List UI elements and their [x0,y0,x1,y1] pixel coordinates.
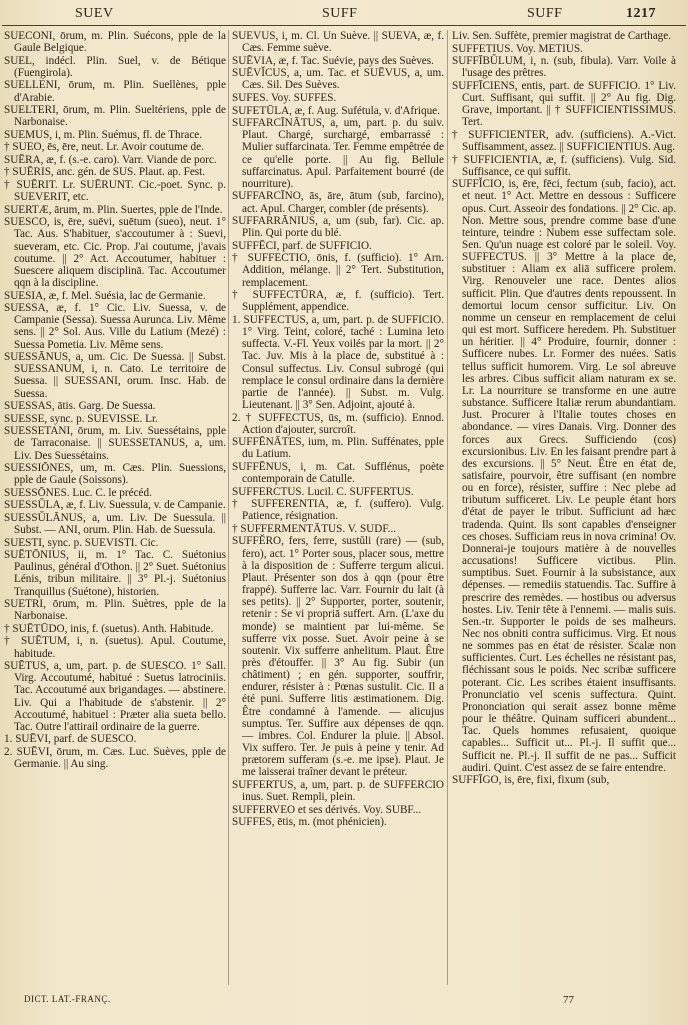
dictionary-entry: SUFETŪLA, æ, f. Aug. Sufétula, v. d'Afrique. [232,104,440,117]
dictionary-entry: SUFFERVEO et ses dérivés. Voy. SUBF... [232,803,422,816]
dictionary-entry: SUFFARRĀNIUS, a, um (sub, far). Cic. ap. Plin. Qui porte du blé. [232,215,444,240]
dictionary-entry: SUEVUS, i, m. Cl. Un Suève. || SUEVA, æ, f. Cæs. Femme suève. [232,30,444,55]
column-divider [228,30,229,985]
footer-signature: DICT. LAT.-FRANÇ. [24,994,111,1004]
dictionary-entry: SUESIA, æ, f. Mel. Suésia, lac de Germanie. [4,289,206,302]
dictionary-entry: SUFFARCĪNĀTUS, a, um, part. p. du suiv. Plaut. Chargé, surchargé, embarrassé : Mulier suffarcinata. Ter. Femme empêtrée de ce qu'elle porte. || Au fig. Bellule suffarcinatus. Apul. Parfaitement bourré (de nourriture). [232,117,444,190]
dictionary-entry: † SUFFICIENTER, adv. (sufficiens). A.-Vict. Suffisamment, assez. || SUFFICIENTIUS. Aug. [452,128,676,153]
dictionary-entry: SUELLENI, ōrum, m. Plin. Suellènes, pple d'Arabie. [4,79,226,104]
dictionary-entry: SUFFĒCI, parf. de SUFFICIO. [232,239,372,252]
dictionary-entry: † SUĒTUM, i, n. (suetus). Apul. Coutume, habitude. [4,635,226,660]
dictionary-entry: SUĒVĬCUS, a, um. Tac. et SUĒVUS, a, um. Cæs. Sil. Des Suèves. [232,67,444,92]
column-1 [4,30,226,990]
header-left-guideword: SUEV [75,6,114,21]
dictionary-entry: † SUFFECTŪRA, æ, f. (sufficio). Tert. Supplément, appendice. [232,289,444,314]
dictionary-entry: SUESTI, sync. p. SUEVISTI. Cic. [4,536,159,549]
dictionary-entry: SUFFARCĪNO, ās, āre, ātum (sub, farcino), act. Apul. Charger, combler (de présents). [232,190,444,215]
dictionary-entry: SUĒTŌNIUS, ii, m. 1° Tac. C. Suétonius Paulinus, général d'Othon. || 2° Suet. Suétonius Lénis, tribun militaire. || 3° Pl.-j. Suétonius Tranquillus (Suétone), historien. [4,549,226,598]
dictionary-entry: SUESSETANI, ōrum, m. Liv. Suessétains, pple de Tarraconaise. || SUESSETANUS, a, um. Liv. Des Suessétains. [4,425,226,462]
page-number: 1217 [626,6,656,21]
dictionary-entry: SUFFĪBŬLUM, i, n. (sub, fibula). Varr. Voile à l'usage des prêtres. [452,55,676,80]
dictionary-entry: SUERTÆ, ārum, m. Plin. Suertes, pple de l'Inde. [4,203,223,216]
dictionary-entry: SUĒTUS, a, um, part. p. de SUESCO. 1° Sall. Virg. Accoutumé, habitué : Suetus latrociniis. Tac. Accoutumé aux brigandages. — abstinere. Liv. Qui a l'habitude de s'abstenir. || 2° Accoutumé, habituel : Præter alia sueta bello. Tac. Outre l'attirail ordinaire de la guerre. [4,660,226,733]
dictionary-entry: SUESSŬLĀNUS, a, um. Liv. De Suessula. || Subst. — ANI, orum. Plin. Hab. de Suessula. [4,511,226,537]
dictionary-entry: SUFFĔRO, fers, ferre, sustŭli (rare) — (sub, fero), act. 1° Porter sous, placer sous, mettre à la disposition de : Sufferre tergum alicui. Plaut. Présenter son dos à qqn (pour être frappé). Sufferre lac. Varr. Fournir du lait (à ses petits). || 2° Supporter, porter, soutenir, retenir : Se vi propriā suffert. Arn. (L'axe du monde) se maintient par lui-même. Se sufferre vix posse. Suet. Avoir peine à se soutenir. Vix sufferre anhelitum. Plaut. Être près d'étouffer. || 3° Au fig. Subir (un châtiment) ; en gén. supporter, souffrir, endurer, résister à : Pœnas sustulit. Cic. Il a été puni. Sufferre litis æstimationem. Dig. Être condamné à l'amende. — alicujus sumptus. Ter. Suffire aux dépenses de qqn. — imbres. Col. Endurer la pluie. || Absol. Vix suffero. Ter. Je puis à peine y tenir. Ad prætorem sufferam (s.-e. me ipse). Plaut. Je me laisserai traîner devant le préteur. [232,535,444,779]
dictionary-entry: SUFFĒNĀTES, ium, m. Plin. Suffénates, pple du Latium. [232,436,444,461]
dictionary-entry: 1. SUĒVI, parf. de SUESCO. [4,733,137,746]
dictionary-entry: SUESSĀNUS, a, um. Cic. De Suessa. || Subst. SUESSANUM, i, n. Cato. Le territoire de Suessa. || SUESSANI, orum. Insc. Hab. de Suessa. [4,351,226,400]
dictionary-entry: SUESSA, æ, f. 1° Cic. Liv. Suessa, v. de Campanie (Sessa). Suessa Aurunca. Liv. Même sens. || 2° Sol. Aus. Ville du Latium (Mezé) : Suessa Pometia. Liv. Même sens. [4,302,226,351]
dictionary-entry: SUEL, indécl. Plin. Suel, v. de Bétique (Fuengirola). [4,54,226,79]
dictionary-entry: SUFFERCTUS. Lucil. C. SUFFERTUS. [232,485,414,498]
dictionary-entry: † SUĒRIT. Lr. SUĒRUNT. Cic.-poet. Sync. p. SUEVERIT, etc. [4,179,226,204]
dictionary-entry: SUFFĪGO, is, ēre, fixi, fixum (sub, [452,774,610,787]
dictionary-entry: SUĒVIA, æ, f. Tac. Suévie, pays des Suèves. [232,54,434,67]
dictionary-entry: † SUĒRIS, anc. gén. de SUS. Plaut. ap. Fest. [4,166,206,179]
column-3 [452,30,676,990]
dictionary-entry: SUFFĒNUS, i, m. Cat. Sufflénus, poète contemporain de Catulle. [232,460,444,486]
dictionary-entry: SUĒRA, æ, f. (s.-e. caro). Varr. Viande de porc. [4,153,217,166]
dictionary-entry: † SUFFERENTIA, æ, f. (suffero). Vulg. Patience, résignation. [232,498,444,523]
dictionary-entry: SUESSAS, ātis. Garg. De Suessa. [4,400,156,413]
dictionary-entry: SUFES. Voy. SUFFES. [232,91,337,104]
dictionary-entry: SUFFETIUS. Voy. METIUS. [452,42,583,55]
dictionary-entry: SUFFERTUS, a, um, part. p. de SUFFERCIO inus. Suet. Rempli, plein. [232,778,444,804]
dictionary-entry: 2. † SUFFECTUS, ūs, m. (sufficio). Ennod. Action d'ajouter, surcroît. [232,411,444,436]
dictionary-entry: SUETRI, ōrum, m. Plin. Suètres, pple de la Narbonaise. [4,598,226,623]
dictionary-entry: 2. SUĒVI, ōrum, m. Cæs. Luc. Suèves, pple de Germanie. || Au sing. [4,746,226,771]
column-2 [232,30,444,990]
dictionary-entry: Liv. Sen. Suffète, premier magistrat de Carthage. [452,30,672,42]
dictionary-entry: SUESSŬLA, æ, f. Liv. Suessula, v. de Campanie. [4,499,226,512]
dictionary-entry: 1. SUFFECTUS, a, um, part. p. de SUFFICIO. 1° Virg. Teint, coloré, taché : Lumina leto suffecta. V.-Fl. Yeux voilés par la mort. || 2° Tac. Juv. Mis à la place de, substitué à : Consul suffectus. Liv. Consul subrogé (qui remplace le consul ordinaire dans la dernière partie de l'année). || Subst. m. Vulg. Lieutenant. || 3° Sen. Adjoint, ajouté à. [232,313,444,411]
dictionary-entry: SUESSIŌNES, um, m. Cæs. Plin. Suessions, pple de Gaule (Soissons). [4,462,226,487]
header-rule [2,25,686,26]
header-right-guideword: SUFF [527,6,563,21]
dictionary-entry: SUECONI, ōrum, m. Plin. Suécons, pple de la Gaule Belgique. [4,30,226,55]
dictionary-entry: SUESCO, is, ēre, suēvi, suētum (sueo), neut. 1° Tac. Aus. S'habituer, s'accoutumer à : Suevi, sueveram, etc. Cic. Prop. J'ai coutume, j'avais coutume. || 2° Act. Accoutumer, habituer : Suescere aliquem disciplinā. Tac. Accoutumer qqn à la discipline. [4,216,226,290]
dictionary-entry: SUFFES, ētis, m. (mot phénicien). [232,816,387,829]
dictionary-entry: † SUFFERMENTĀTUS. V. SUDF... [232,522,397,535]
dictionary-entry: SUFFĬCIO, is, ēre, fēci, fectum (sub, facio), act. et neut. 1° Act. Mettre en dessous : Sufficere opus. Curt. Asseoir des fondations. || 2° Cic. ap. Non. Mettre sous, prendre comme base d'une teinture, teindre : Nubem esse suffectam sole. Sen. Qu'un nuage est coloré par le soleil. Voy. SUFFECTUS. || 3° Mettre à la place de, substituer : Aliam ex aliā sufficere prolem. Virg. Renouveler une race. Dentes alios sufficit. Plin. Que d'autres dents repoussent. In demortui locum censor sufficitur. Liv. On nomme un censeur en remplacement de celui qui est mort. Sufficere heredem. Ph. Substituer un héritier. || 4° Produire, fournir, donner : Sufficere nubes. Lr. Former des nuées. Satis tellus sufficit humorem. Virg. Le sol abreuve les arbres. Cibus sufficit aliam naturam ex se. Lr. La nourriture se transforme en une autre substance. Sufficere Italiæ rerum abundantiam. Just. Procurer à l'Italie toutes choses en abondance. — vires Danais. Virg. Donner des forces aux Grecs. Sufficiendo (cos) excursionibus. Liv. En les faisant prendre part à des excursions. || 5° Neut. Être en état de, satisfaire, pourvoir, être suffisant (en nombre ou en force), résister, suffire : Nec plebe ad tributum sufficeret. Liv. Le peuple étant hors d'état de payer le tribut. Sufficiunt ad hæc tradenda. Quint. Ils sont capables d'enseigner ces choses. Sufficiam reus in nova crimina! Ov. Donnerai-je toujours matière à de nouvelles accusations! Sufficere victibus. Plin. sumptibus. Suet. Fournir à la subsistance, aux dépenses. — remediis statuendis. Tac. Suffire à prescrire des remèdes. — hostibus ou adversus hostes. Liv. Tenir tête à l'ennemi. — malis suis. Sen.-tr. Supporter le poids de ses malheurs. Nec nos obniti contra sufficimus. Virg. Et nous ne sommes pas en état de résister. Scalæ non sufficientes. Curt. Les échelles ne résistant pas, fléchissant sous le poids. Nec scribæ sufficere poterant. Cic. Les scribes étaient insuffisants. Pronunciatio vel scenis suffectura. Quint. Prononciation qui serait assez bonne même pour le théâtre. Quinam sufficeri abundent... Tac. Quels hommes refusaient, quoique capables... Sufficit ut... Pl.-j. Il suffit que... Sufficit ne. Pl.-j. Il suffit de ne pas... Sufficit audiri. Quint. C'est assez de se faire entendre. [452,178,676,774]
footer-sheet-number: 77 [563,994,574,1006]
dictionary-entry: SUESSE, sync. p. SUEVISSE. Lr. [4,412,158,425]
dictionary-entry: † SUFFECTIO, ōnis, f. (sufficio). 1° Arn. Addition, mélange. || 2° Tert. Substitution, remplacement. [232,252,444,289]
dictionary-entry: SUFFĪCIENS, entis, part. de SUFFICIO. 1° Liv. Curt. Suffisant, qui suffit. || 2° Au fig. Dig. Grave, important. || † SUFFICIENTISSIMUS. Tert. [452,79,676,129]
header-center-guideword: SUFF [322,6,358,21]
dictionary-entry: SUEMUS, i, m. Plin. Suémus, fl. de Thrace. [4,128,203,141]
dictionary-entry: SUELTERI, ōrum, m. Plin. Sueltériens, pple de Narbonaise. [4,104,226,129]
dictionary-entry: † SUEO, ēs, ēre, neut. Lr. Avoir coutume de. [4,141,204,154]
dictionary-entry: † SUFFICIENTIA, æ, f. (sufficiens). Vulg. Sid. Suffisance, ce qui suffit. [452,153,676,178]
dictionary-entry: † SUĒTŪDO, inis, f. (suetus). Anth. Habitude. [4,622,214,635]
dictionary-entry: SUESSŌNES. Luc. C. le précéd. [4,486,152,499]
column-divider [447,30,448,985]
